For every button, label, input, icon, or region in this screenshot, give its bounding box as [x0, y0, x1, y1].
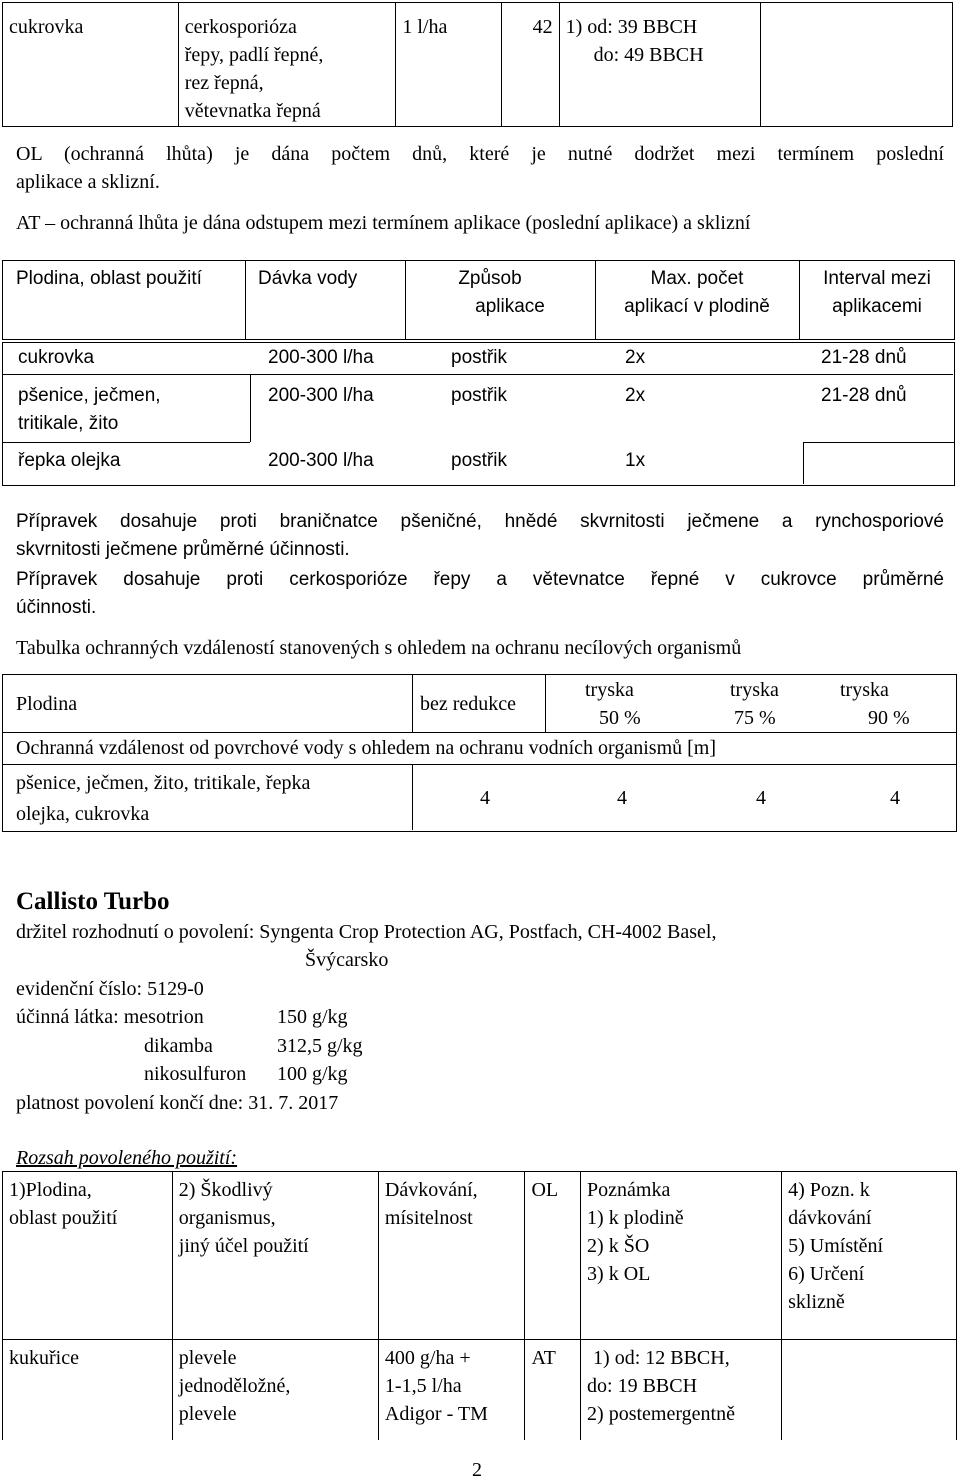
divider: [245, 260, 246, 340]
app-row2-crop: pšenice, ječmen, tritikale, žito: [18, 385, 161, 434]
row-divider: [2, 374, 953, 375]
dist-row-crop: pšenice, ječmen, žito, tritikale, řepka olejka, cukrovka: [16, 772, 311, 825]
app-row2-water: 200-300 l/ha: [268, 385, 374, 406]
app-h-method: Způsob aplikace: [458, 268, 545, 317]
efficacy-2-line1: Přípravek dosahuje proti cerkosporióze řepy a větevnatce řepné v cukrovce průměrné: [16, 569, 944, 590]
product-name: Callisto Turbo: [16, 888, 170, 915]
distance-table: [2, 674, 958, 834]
app-row1-crop: cukrovka: [18, 347, 95, 368]
divider: [2, 764, 957, 765]
app-row1-method: postřik: [451, 347, 507, 368]
app-h-crop: Plodina, oblast použití: [16, 268, 202, 289]
dist-h-nozzle-90: tryska 90 %: [840, 679, 910, 729]
product-ai-1: 150 g/kg: [277, 1006, 348, 1028]
usage-h-note: Poznámka 1) k plodině 2) k ŠO 3) k OL: [581, 1172, 782, 1340]
app-row2-max: 2x: [625, 385, 646, 406]
product-reg-number: evidenční číslo: 5129-0: [16, 978, 204, 1000]
row-divider: [803, 442, 956, 484]
product-ai-2: 312,5 g/kg: [277, 1035, 363, 1057]
app-row3-water: 200-300 l/ha: [268, 450, 374, 471]
top-crop: cukrovka: [3, 3, 179, 127]
product-holder-line2: Švýcarsko: [305, 949, 389, 971]
product-ai-label: účinná látka: mesotrion: [16, 1006, 204, 1028]
app-h-max: Max. počet aplikací v plodině: [624, 268, 770, 317]
product-holder-line1: držitel rozhodnutí o povolení: Syngenta Crop Protection AG, Postfach, CH-4002 Basel,: [16, 921, 717, 943]
app-row1-water: 200-300 l/ha: [268, 347, 374, 368]
top-note: 1) od: 39 BBCH do: 49 BBCH: [559, 3, 761, 127]
dist-value-no-reduction: 4: [480, 787, 490, 809]
app-row2-method: postřik: [451, 385, 507, 406]
usage-r-organism: plevele jednoděložné, plevele: [172, 1340, 378, 1440]
ol-note-line2: aplikace a sklizní.: [16, 171, 160, 193]
efficacy-1-line1: Přípravek dosahuje proti braničnatce pšeničné, hnědé skvrnitosti ječmene a rynchosporiové: [16, 511, 944, 532]
dist-value-50: 4: [617, 787, 627, 809]
page-number: 2: [472, 1459, 482, 1481]
top-organism: cerkosporióza řepy, padlí řepné, rez řepná, větevnatka řepná: [178, 3, 396, 127]
efficacy-2-line2: účinnosti.: [16, 597, 97, 618]
app-row3-crop: řepka olejka: [18, 450, 121, 471]
usage-h-dose: Dávkování, mísitelnost: [378, 1172, 525, 1340]
divider: [412, 674, 413, 732]
application-table: [2, 260, 955, 490]
product-validity: platnost povolení končí dne: 31. 7. 2017: [16, 1092, 339, 1114]
usage-r-dose: 400 g/ha + 1-1,5 l/ha Adigor - TM: [378, 1340, 525, 1440]
divider: [412, 764, 413, 830]
usage-r-crop: kukuřice: [3, 1340, 173, 1440]
usage-h-crop: 1)Plodina, oblast použití: [3, 1172, 173, 1340]
dist-section: Ochranná vzdálenost od povrchové vody s ohledem na ochranu vodních organismů [m]: [16, 737, 716, 759]
top-ol: 42: [502, 3, 560, 127]
usage-h-organism: 2) Škodlivý organismus, jiný účel použití: [172, 1172, 378, 1340]
usage-h-ol: OL: [525, 1172, 581, 1340]
top-table: [2, 2, 953, 127]
usage-table: [2, 1171, 957, 1440]
dist-h-no-reduction: bez redukce: [420, 693, 517, 715]
top-empty: [761, 3, 953, 127]
distance-title: Tabulka ochranných vzdáleností stanovených s ohledem na ochranu necílových organismů: [16, 637, 742, 659]
app-row3-max: 1x: [625, 450, 646, 471]
divider: [545, 674, 546, 732]
dist-h-crop: Plodina: [16, 693, 78, 715]
app-row2-interval: 21-28 dnů: [821, 385, 907, 406]
top-dose: 1 l/ha: [396, 3, 502, 127]
row-divider: [2, 442, 250, 443]
product-ai-3-name: nikosulfuron: [144, 1063, 247, 1085]
dist-h-nozzle-75: tryska 75 %: [730, 679, 779, 729]
ol-note-line1: OL (ochranná lhůta) je dána počtem dnů, které je nutné dodržet mezi termínem poslední: [16, 143, 944, 165]
dist-value-75: 4: [756, 787, 766, 809]
efficacy-1-line2: skvrnitosti ječmene průměrné účinnosti.: [16, 539, 350, 560]
app-row3-method: postřik: [451, 450, 507, 471]
product-ai-2-name: dikamba: [144, 1035, 213, 1057]
usage-title: Rozsah povoleného použití:: [16, 1147, 238, 1169]
app-row1-interval: 21-28 dnů: [821, 347, 907, 368]
divider: [2, 732, 957, 733]
app-h-water: Dávka vody: [258, 268, 358, 289]
at-note: AT – ochranná lhůta je dána odstupem mezi termínem aplikace (poslední aplikace) a sklizní: [16, 212, 751, 234]
dist-h-nozzle-50: tryska 50 %: [585, 679, 641, 729]
usage-r-note: 1) od: 12 BBCH, do: 19 BBCH 2) postemergentně: [581, 1340, 782, 1440]
usage-h-note2: 4) Pozn. k dávkování 5) Umístění 6) Určení sklizně: [782, 1172, 957, 1340]
row-divider: [250, 374, 251, 442]
usage-r-ol: AT: [525, 1340, 581, 1440]
usage-r-note2: [782, 1340, 957, 1440]
dist-value-90: 4: [890, 787, 900, 809]
app-h-interval: Interval mezi aplikacemi: [823, 268, 931, 317]
row-divider: [803, 442, 955, 443]
app-row1-max: 2x: [625, 347, 646, 368]
product-ai-3: 100 g/kg: [277, 1063, 348, 1085]
